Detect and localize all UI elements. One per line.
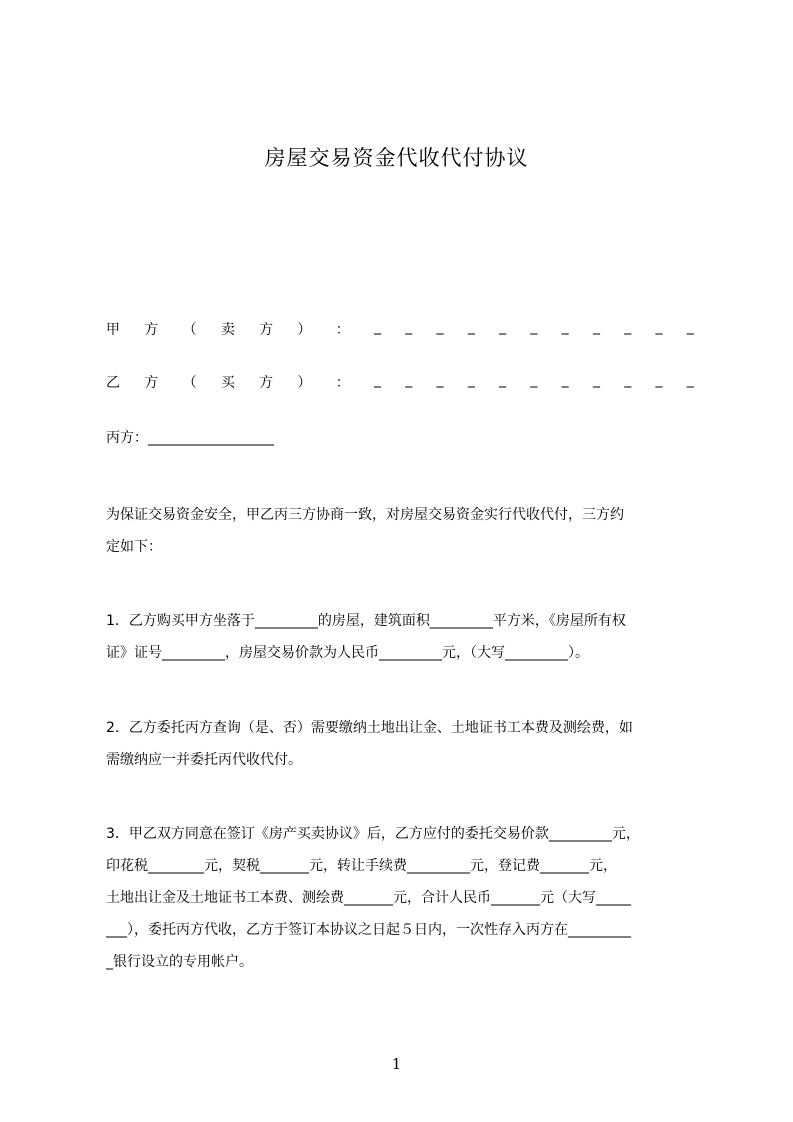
clause-3 bbox=[106, 818, 698, 978]
party-char: ） bbox=[297, 322, 312, 338]
clause-line: 印花税________元，契税_______元，转让手续费_________元，登记费_______元， bbox=[106, 858, 617, 874]
party-char: ） bbox=[297, 375, 312, 391]
party-char: 方 bbox=[259, 375, 274, 391]
party-b-line bbox=[106, 372, 694, 392]
party-char: 甲 bbox=[106, 322, 120, 338]
party-char: _ bbox=[561, 319, 569, 335]
clause-1 bbox=[106, 605, 698, 669]
clause-line: 2．乙方委托丙方查询（是、否）需要缴纳土地出让金、土地证书工本费及测绘费，如 bbox=[106, 720, 633, 736]
party-char: _ bbox=[592, 319, 600, 335]
intro-paragraph bbox=[106, 499, 698, 563]
party-c-line: 丙方：__________________ bbox=[106, 430, 274, 446]
party-char: _ bbox=[686, 319, 694, 335]
party-char: _ bbox=[373, 372, 381, 388]
party-char: 乙 bbox=[106, 375, 120, 391]
party-char: _ bbox=[405, 319, 413, 335]
party-char: _ bbox=[624, 319, 632, 335]
party-char: _ bbox=[467, 319, 475, 335]
party-char: _ bbox=[499, 319, 507, 335]
intro-line: 定如下： bbox=[106, 539, 162, 555]
document-title: 房屋交易资金代收代付协议 bbox=[264, 146, 529, 170]
party-char: _ bbox=[530, 372, 538, 388]
party-char: 买 bbox=[220, 375, 235, 391]
party-char: 卖 bbox=[220, 322, 235, 338]
party-char: ： bbox=[335, 375, 350, 391]
party-char: _ bbox=[436, 372, 444, 388]
party-char: _ bbox=[530, 319, 538, 335]
party-char: （ bbox=[182, 375, 197, 391]
clause-2 bbox=[106, 712, 698, 776]
party-char: 方 bbox=[259, 322, 274, 338]
clause-line: 1．乙方购买甲方坐落于_________的房屋，建筑面积_________平方米，《房屋所有权 bbox=[106, 613, 626, 629]
party-char: _ bbox=[467, 372, 475, 388]
party-a-line bbox=[106, 319, 694, 339]
party-char: _ bbox=[686, 372, 694, 388]
clause-line: 需缴纳应一并委托丙代收代付。 bbox=[106, 752, 302, 768]
party-char: _ bbox=[499, 372, 507, 388]
clause-line: 3．甲乙双方同意在签订《房产买卖协议》后，乙方应付的委托交易价款_________元， bbox=[106, 826, 640, 842]
party-char: （ bbox=[182, 322, 197, 338]
party-char: _ bbox=[592, 372, 600, 388]
party-char: 方 bbox=[144, 375, 159, 391]
party-char: _ bbox=[624, 372, 632, 388]
clause-line: 土地出让金及土地证书工本费、测绘费_______元，合计人民币_______元（大写_____ bbox=[106, 890, 631, 906]
party-char: _ bbox=[655, 319, 663, 335]
party-char: _ bbox=[436, 319, 444, 335]
party-char: ： bbox=[335, 322, 350, 338]
clause-line: 证》证号_________，房屋交易价款为人民币_________元，（大写_________）。 bbox=[106, 645, 589, 661]
party-char: _ bbox=[405, 372, 413, 388]
intro-line: 为保证交易资金安全，甲乙丙三方协商一致，对房屋交易资金实行代收代付，三方约 bbox=[106, 507, 624, 523]
page-number: 1 bbox=[391, 1055, 402, 1073]
party-char: _ bbox=[655, 372, 663, 388]
party-char: _ bbox=[561, 372, 569, 388]
clause-line: ___），委托丙方代收，乙方于签订本协议之日起５日内，一次性存入丙方在_________ bbox=[106, 922, 631, 938]
party-char: 方 bbox=[144, 322, 159, 338]
clause-line: _银行设立的专用帐户。 bbox=[106, 954, 253, 970]
party-char: _ bbox=[373, 319, 381, 335]
